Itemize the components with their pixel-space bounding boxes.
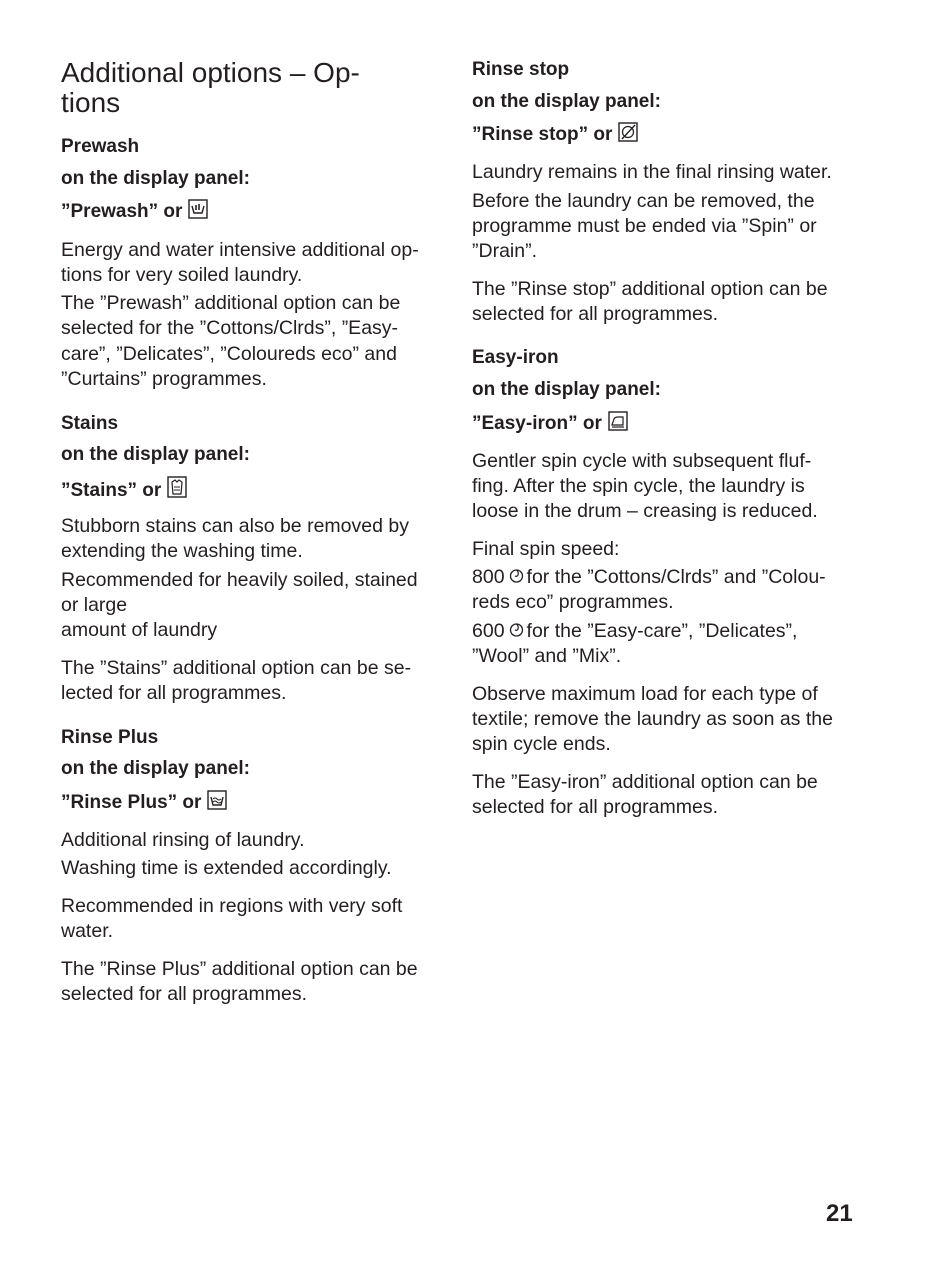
rinse-stop-line-6: selected for all programmes. — [472, 303, 719, 325]
rinse-stop-heading: Rinse stop — [472, 59, 570, 80]
easy-iron-line-5-text: for the ”Cottons/Clrds” and ”Colou- — [526, 566, 826, 588]
rinse-plus-line-6: selected for all programmes. — [61, 983, 308, 1005]
easy-iron-line-9: Observe maximum load for each type of — [472, 683, 818, 705]
rinse-plus-line-2: Washing time is extended accordingly. — [61, 857, 392, 879]
stains-line-6: The ”Stains” additional option can be se- — [61, 657, 412, 679]
page-number: 21 — [826, 1200, 853, 1227]
rinse-plus-panel-label: on the display panel: — [61, 758, 250, 779]
prewash-line-6: ”Curtains” programmes. — [61, 368, 267, 390]
rinse-stop-line-3: programme must be ended via ”Spin” or — [472, 215, 817, 237]
easy-iron-button-line — [472, 411, 628, 438]
easy-iron-line-1: Gentler spin cycle with subsequent fluf- — [472, 450, 812, 472]
rinse-plus-button-text: ”Rinse Plus” or — [61, 792, 202, 813]
easy-iron-icon — [608, 411, 628, 438]
stains-line-3: Recommended for heavily soiled, stained — [61, 569, 418, 591]
stains-heading: Stains — [61, 413, 119, 434]
rinse-stop-line-5: The ”Rinse stop” additional option can be — [472, 278, 828, 300]
rinse-stop-line-2: Before the laundry can be removed, the — [472, 190, 815, 212]
stains-line-4: or large — [61, 594, 128, 616]
rinse-plus-line-3: Recommended in regions with very soft — [61, 895, 403, 917]
stains-panel-label: on the display panel: — [61, 444, 250, 465]
easy-iron-panel-label: on the display panel: — [472, 379, 661, 400]
easy-iron-line-8: ”Wool” and ”Mix”. — [472, 645, 622, 667]
prewash-line-4: selected for the ”Cottons/Clrds”, ”Easy- — [61, 317, 399, 339]
easy-iron-line-3: loose in the drum – creasing is reduced. — [472, 500, 818, 522]
rinse-stop-button-text: ”Rinse stop” or — [472, 124, 613, 145]
prewash-line-3: The ”Prewash” additional option can be — [61, 292, 401, 314]
spin-speed-icon — [509, 620, 524, 646]
stains-line-5: amount of laundry — [61, 619, 218, 641]
easy-iron-line-11: spin cycle ends. — [472, 733, 611, 755]
page-title-line-1: Additional options – Op- — [61, 57, 360, 88]
spin-speed-800: 800 — [472, 566, 505, 588]
stains-icon — [167, 476, 187, 505]
spin-speed-icon — [509, 566, 524, 592]
rinse-stop-line-4: ”Drain”. — [472, 240, 538, 262]
prewash-heading: Prewash — [61, 136, 140, 157]
prewash-panel-label: on the display panel: — [61, 168, 250, 189]
rinse-plus-icon — [207, 790, 227, 817]
rinse-plus-heading: Rinse Plus — [61, 727, 159, 748]
stains-button-text: ”Stains” or — [61, 480, 162, 501]
rinse-stop-icon — [618, 122, 638, 149]
page-title — [61, 58, 421, 118]
rinse-stop-line-1: Laundry remains in the final rinsing water. — [472, 161, 832, 183]
easy-iron-line-10: textile; remove the laundry as soon as the — [472, 708, 833, 730]
prewash-line-1: Energy and water intensive additional op- — [61, 239, 419, 261]
page-title-line-2: tions — [61, 87, 121, 118]
easy-iron-button-text: ”Easy-iron” or — [472, 413, 602, 434]
rinse-stop-button-line — [472, 122, 638, 149]
easy-iron-line-7 — [472, 619, 797, 646]
stains-line-7: lected for all programmes. — [61, 682, 287, 704]
rinse-plus-line-5: The ”Rinse Plus” additional option can be — [61, 958, 418, 980]
easy-iron-line-7-text: for the ”Easy-care”, ”Delicates”, — [526, 620, 798, 642]
rinse-plus-line-1: Additional rinsing of laundry. — [61, 829, 305, 851]
stains-line-1: Stubborn stains can also be removed by — [61, 515, 409, 537]
prewash-line-2: tions for very soiled laundry. — [61, 264, 303, 286]
easy-iron-line-4: Final spin speed: — [472, 538, 620, 560]
rinse-plus-button-line — [61, 790, 227, 817]
prewash-button-text: ”Prewash” or — [61, 201, 183, 222]
easy-iron-line-2: fing. After the spin cycle, the laundry is — [472, 475, 805, 497]
easy-iron-line-12: The ”Easy-iron” additional option can be — [472, 771, 818, 793]
easy-iron-line-13: selected for all programmes. — [472, 796, 719, 818]
prewash-icon — [188, 199, 208, 226]
rinse-plus-line-4: water. — [61, 920, 114, 942]
prewash-button-line — [61, 199, 208, 226]
easy-iron-line-5 — [472, 565, 826, 592]
easy-iron-heading: Easy-iron — [472, 347, 559, 368]
rinse-stop-panel-label: on the display panel: — [472, 91, 661, 112]
spin-speed-600: 600 — [472, 620, 505, 642]
easy-iron-line-6: reds eco” programmes. — [472, 591, 674, 613]
prewash-line-5: care”, ”Delicates”, ”Coloureds eco” and — [61, 343, 397, 365]
stains-line-2: extending the washing time. — [61, 540, 303, 562]
stains-button-line — [61, 476, 187, 505]
